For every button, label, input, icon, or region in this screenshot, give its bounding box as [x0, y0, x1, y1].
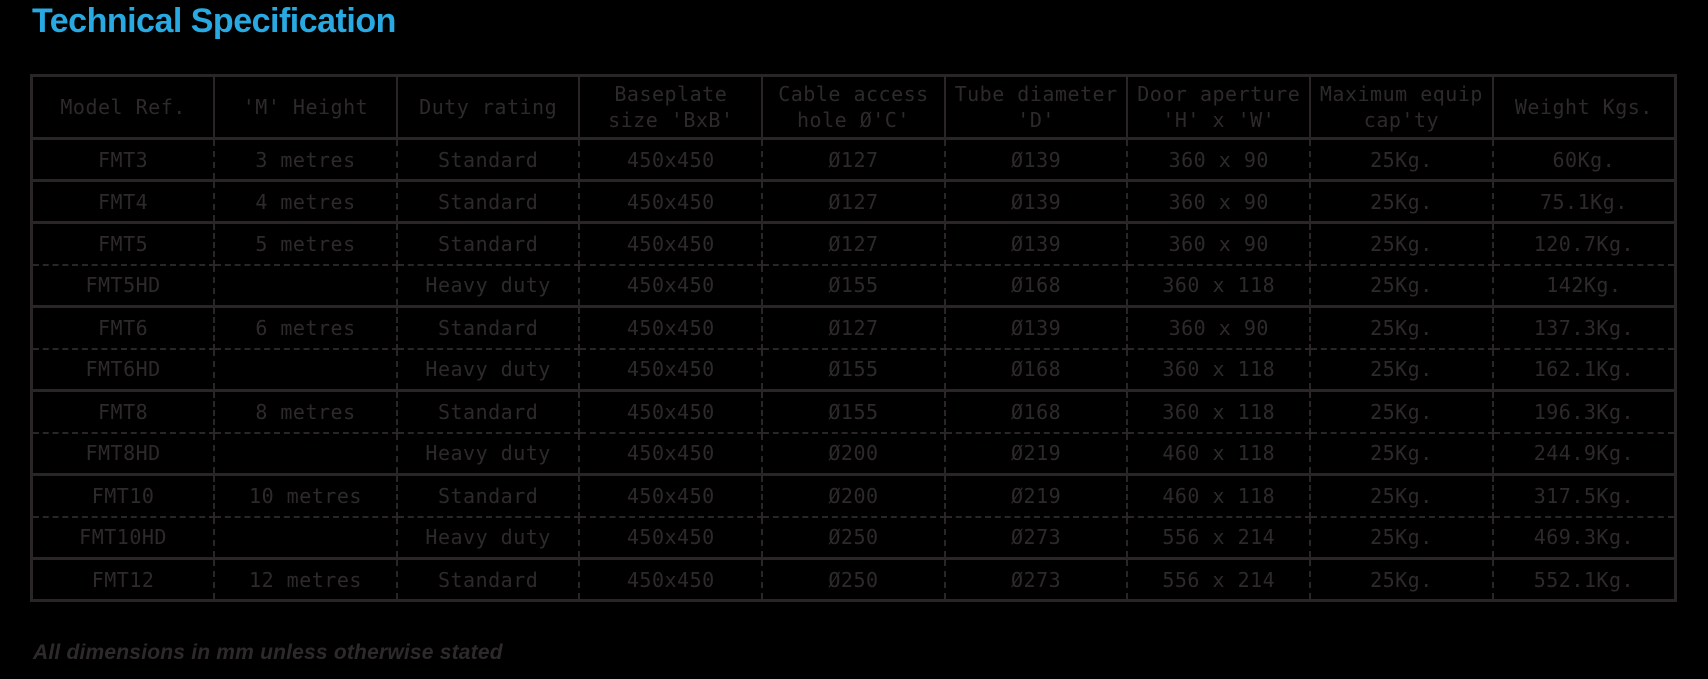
table-row	[32, 181, 1676, 223]
table-cell: Ø127	[762, 139, 945, 181]
table-cell: Ø250	[762, 559, 945, 601]
table-cell: Heavy duty	[397, 433, 580, 475]
table-cell: 142Kg.	[1493, 265, 1676, 307]
header-tube-diameter: Tube diameter 'D'	[945, 76, 1128, 139]
table-cell: Ø219	[945, 433, 1128, 475]
table-cell: 450x450	[579, 181, 762, 223]
table-cell: Standard	[397, 391, 580, 433]
table-cell: 360 x 90	[1127, 181, 1310, 223]
table-cell: Ø273	[945, 517, 1128, 559]
table-cell: Ø127	[762, 223, 945, 265]
table-row	[32, 517, 1676, 559]
table-cell: 450x450	[579, 391, 762, 433]
table-cell: FMT6HD	[32, 349, 215, 391]
table-cell: Standard	[397, 181, 580, 223]
table-cell: 552.1Kg.	[1533, 567, 1635, 592]
table-cell: 25Kg.	[1310, 181, 1493, 223]
table-cell: 460 x 118	[1127, 475, 1310, 517]
table-cell: 60Kg.	[1493, 139, 1676, 181]
table-cell: 450x450	[579, 433, 762, 475]
table-row	[32, 139, 1676, 181]
table-row	[32, 265, 1676, 307]
table-cell: 25Kg.	[1310, 265, 1493, 307]
table-cell: Ø139	[945, 307, 1128, 349]
header-door-aperture: Door aperture 'H' x 'W'	[1127, 76, 1310, 139]
table-cell: 3 metres	[214, 139, 397, 181]
table-cell: 25Kg.	[1310, 559, 1493, 601]
table-cell: FMT3	[32, 139, 215, 181]
table-cell: 469.3Kg.	[1493, 517, 1676, 559]
table-cell: FMT12	[32, 559, 215, 601]
table-cell: 75.1Kg.	[1493, 181, 1676, 223]
table-row	[32, 349, 1676, 391]
table-cell: 25Kg.	[1310, 139, 1493, 181]
header-m-height: 'M' Height	[214, 76, 397, 139]
table-cell: FMT8	[32, 391, 215, 433]
table-cell: 360 x 90	[1127, 307, 1310, 349]
table-cell: Standard	[397, 223, 580, 265]
table-cell: 137.3Kg.	[1493, 307, 1676, 349]
table-cell: 450x450	[579, 475, 762, 517]
table-cell: 25Kg.	[1310, 307, 1493, 349]
table-cell: Standard	[397, 475, 580, 517]
table-cell: Ø200	[762, 433, 945, 475]
table-cell: Ø127	[762, 181, 945, 223]
spec-table-body	[32, 139, 1676, 601]
spec-table	[30, 74, 1677, 602]
table-cell: 450x450	[579, 265, 762, 307]
table-cell: FMT5	[32, 223, 215, 265]
table-cell: Standard	[397, 307, 580, 349]
table-cell: Standard	[397, 559, 580, 601]
table-cell: 360 x 90	[1127, 223, 1310, 265]
table-cell: Ø168	[945, 349, 1128, 391]
table-cell: FMT6	[32, 307, 215, 349]
table-cell: Ø155	[762, 265, 945, 307]
table-cell: 25Kg.	[1310, 475, 1493, 517]
table-cell: 450x450	[579, 349, 762, 391]
header-baseplate-size: Baseplate size 'BxB'	[579, 76, 762, 139]
table-row	[32, 391, 1676, 433]
table-cell: 360 x 118	[1127, 265, 1310, 307]
table-row	[32, 475, 1676, 517]
table-cell: 196.3Kg.	[1493, 391, 1676, 433]
table-cell: 450x450	[579, 223, 762, 265]
header-max-equip: Maximum equip cap'ty	[1310, 76, 1493, 139]
table-cell	[214, 349, 397, 391]
table-cell: 8 metres	[214, 391, 397, 433]
table-cell: Standard	[397, 139, 580, 181]
table-cell: 450x450	[579, 307, 762, 349]
table-cell: 25Kg.	[1310, 349, 1493, 391]
table-cell: 450x450	[579, 559, 762, 601]
table-cell: Heavy duty	[397, 349, 580, 391]
header-cable-access: Cable access hole Ø'C'	[762, 76, 945, 139]
spec-table-container	[30, 74, 1677, 602]
table-cell: Heavy duty	[397, 265, 580, 307]
header-weight: Weight Kgs.	[1493, 76, 1676, 139]
table-cell: FMT10	[32, 475, 215, 517]
table-row	[32, 559, 1676, 601]
table-cell: 244.9Kg.	[1493, 433, 1676, 475]
table-cell: Ø139	[945, 181, 1128, 223]
table-cell: Heavy duty	[397, 517, 580, 559]
table-cell: Ø155	[762, 391, 945, 433]
table-cell: 360 x 118	[1127, 349, 1310, 391]
table-cell: Ø168	[945, 391, 1128, 433]
table-cell: Ø273	[945, 559, 1128, 601]
table-cell: FMT4	[32, 181, 215, 223]
table-cell: Ø168	[945, 265, 1128, 307]
table-cell: Ø219	[945, 475, 1128, 517]
header-row	[32, 76, 1676, 139]
table-cell: 25Kg.	[1310, 223, 1493, 265]
table-cell: Ø139	[945, 139, 1128, 181]
table-cell: Ø250	[762, 517, 945, 559]
table-cell: 360 x 118	[1127, 391, 1310, 433]
table-cell: Ø155	[762, 349, 945, 391]
table-cell: FMT10HD	[32, 517, 215, 559]
table-cell: 4 metres	[214, 181, 397, 223]
header-model-ref: Model Ref.	[32, 76, 215, 139]
table-cell: 556 x 214	[1127, 559, 1310, 601]
table-cell: 25Kg.	[1310, 517, 1493, 559]
table-cell: 317.5Kg.	[1493, 475, 1676, 517]
table-cell: Ø139	[945, 223, 1128, 265]
spec-table-header	[32, 76, 1676, 139]
table-cell: 25Kg.	[1310, 391, 1493, 433]
table-cell	[214, 265, 397, 307]
table-cell: 162.1Kg.	[1493, 349, 1676, 391]
table-cell: FMT5HD	[32, 265, 215, 307]
table-cell: 450x450	[579, 517, 762, 559]
table-row	[32, 307, 1676, 349]
table-cell: 556 x 214	[1127, 517, 1310, 559]
table-cell: Ø200	[762, 475, 945, 517]
table-cell	[214, 433, 397, 475]
table-cell: 5 metres	[214, 223, 397, 265]
table-cell: Ø127	[762, 307, 945, 349]
table-cell: FMT8HD	[32, 433, 215, 475]
table-cell: 12 metres	[214, 559, 397, 601]
table-cell: 360 x 90	[1127, 139, 1310, 181]
table-cell: 120.7Kg.	[1493, 223, 1676, 265]
table-cell: 10 metres	[214, 475, 397, 517]
table-cell: 450x450	[579, 139, 762, 181]
table-row	[32, 433, 1676, 475]
table-cell: 6 metres	[214, 307, 397, 349]
dimensions-note: All dimensions in mm unless otherwise stated	[33, 641, 503, 664]
header-duty-rating: Duty rating	[397, 76, 580, 139]
table-row	[32, 223, 1676, 265]
table-cell: 25Kg.	[1310, 433, 1493, 475]
table-cell	[214, 517, 397, 559]
table-cell: 460 x 118	[1127, 433, 1310, 475]
page-title: Technical Specification	[32, 2, 396, 40]
